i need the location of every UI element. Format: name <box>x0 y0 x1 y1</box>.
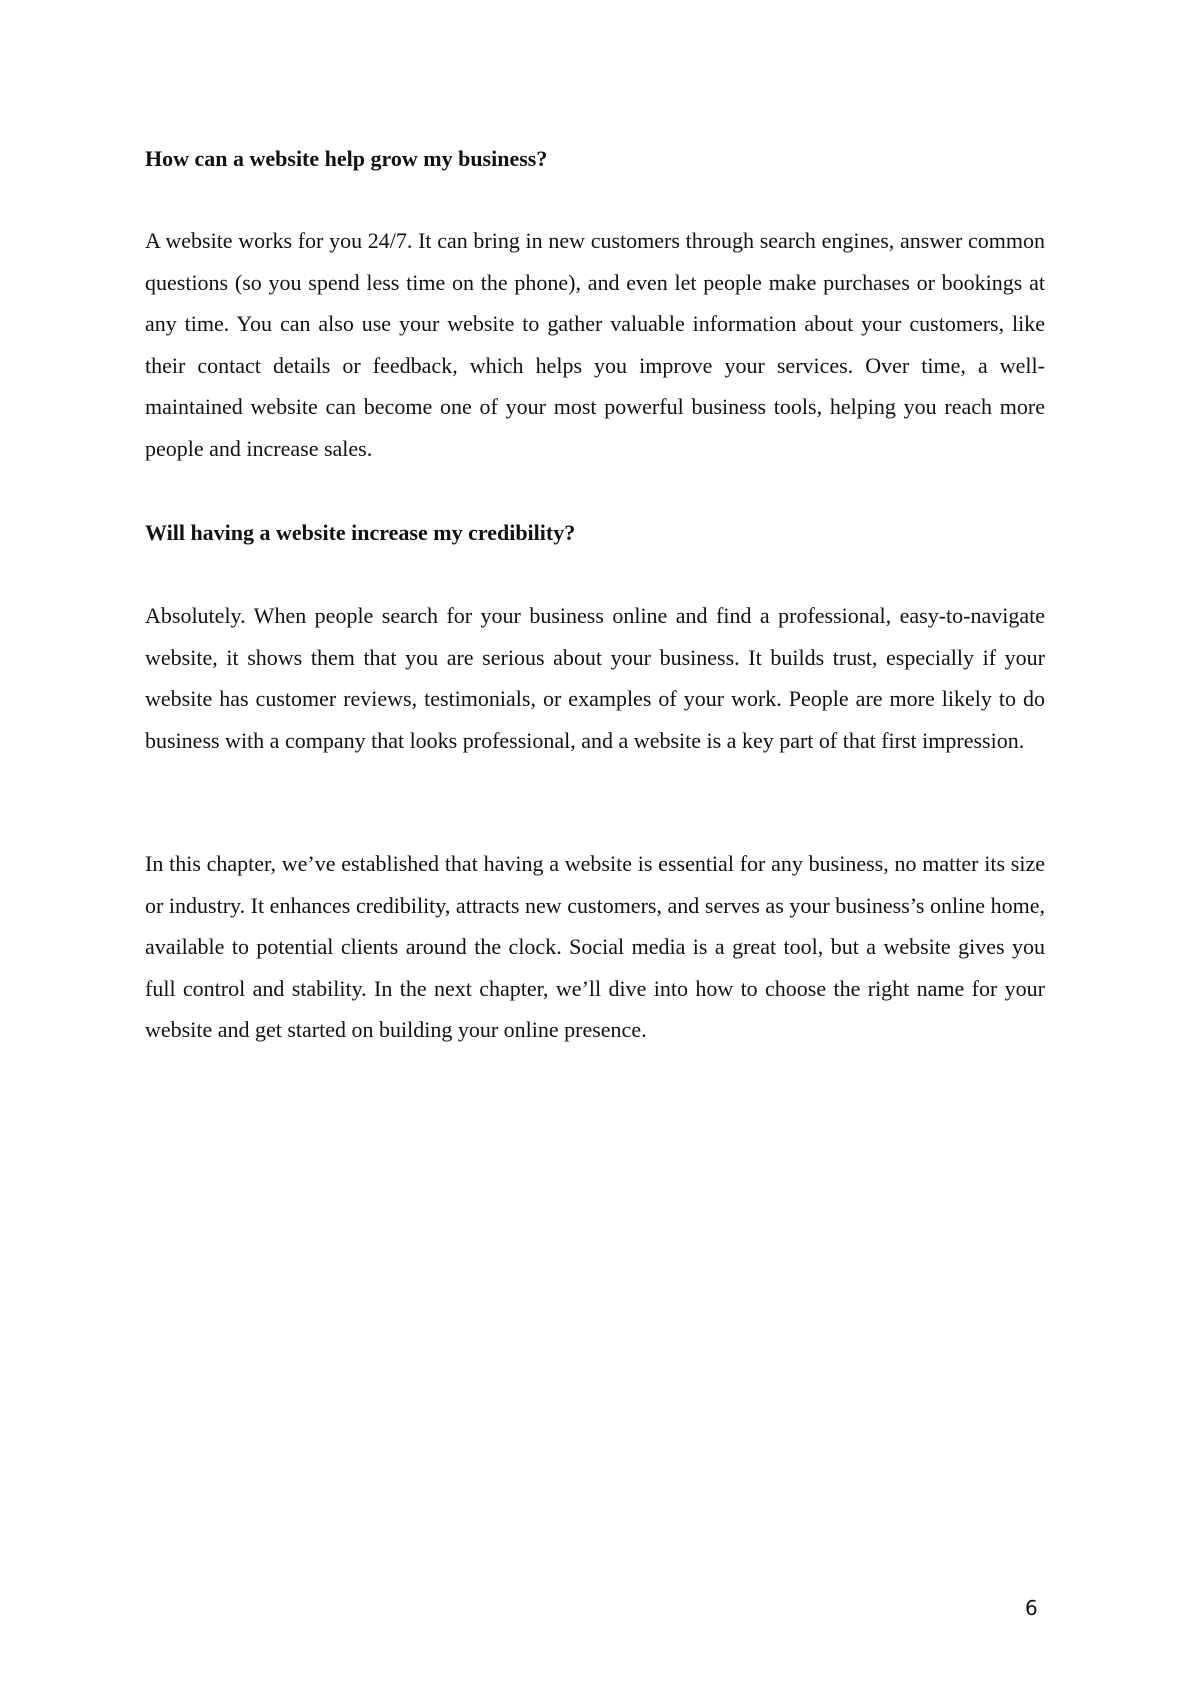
document-page <box>145 0 1045 1683</box>
section-heading-grow-business: How can a website help grow my business? <box>145 146 548 171</box>
chapter-conclusion-paragraph: In this chapter, we’ve established that having a website is essential for any business, no matter its size or industry. It enhances credibility, attracts new customers, and serves as your business’s online home, available to potential clients around the clock. Social media is a great tool, but a website gives you full control and stability. In the next chapter, we’ll dive into how to choose the right name for your website and get started on building your online presence. <box>145 851 1045 1042</box>
section-body-grow-business: A website works for you 24/7. It can bring in new customers through search engines, answer common questions (so you spend less time on the phone), and even let people make purchases or bookings at any time. You can also use your website to gather valuable information about your customers, like their contact details or feedback, which helps you improve your services. Over time, a well-maintained website can become one of your most powerful business tools, helping you reach more people and increase sales. <box>145 228 1045 461</box>
section-heading-credibility: Will having a website increase my credibility? <box>145 520 576 545</box>
page-number: 6 <box>1025 1596 1038 1620</box>
section-body-credibility: Absolutely. When people search for your business online and find a professional, easy-to-navigate website, it shows them that you are serious about your business. It builds trust, especially if your website has customer reviews, testimonials, or examples of your work. People are more likely to do business with a company that looks professional, and a website is a key part of that first impression. <box>145 603 1045 753</box>
